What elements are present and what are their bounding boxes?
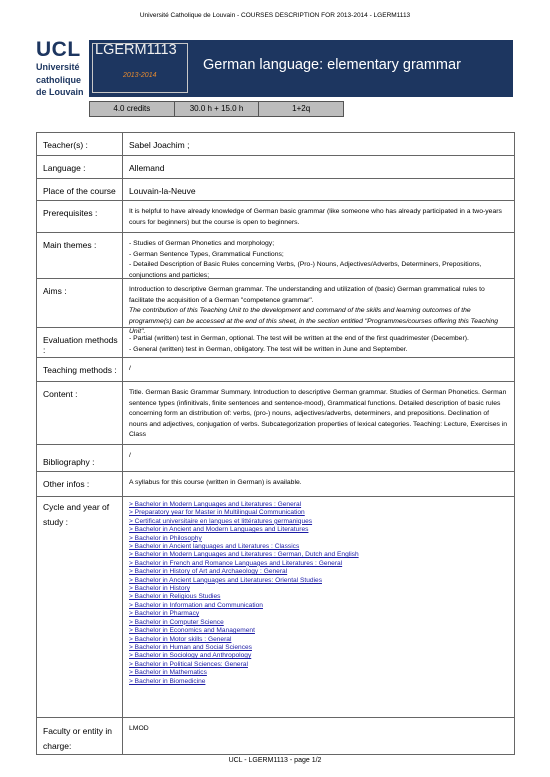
cycle-links xyxy=(123,497,514,717)
course-title: German language: elementary grammar xyxy=(203,57,461,73)
quadrimester-cell: 1+2q xyxy=(292,104,311,113)
main-theme-line: - German Sentence Types, Grammatical Functions; xyxy=(129,250,284,258)
credits-bar xyxy=(89,101,344,117)
logo-acronym: UCL xyxy=(36,38,81,61)
teacher-label: Teacher(s) : xyxy=(37,133,123,155)
row-teacher xyxy=(37,132,514,155)
programme-link[interactable]: > Certificat universitaire en langues et littératures germaniques xyxy=(129,517,313,525)
row-content xyxy=(37,381,514,444)
other-infos-label: Other infos : xyxy=(37,472,123,496)
cycle-label: Cycle and year of study : xyxy=(37,497,123,717)
place-value: Louvain-la-Neuve xyxy=(129,186,196,196)
row-aims xyxy=(37,278,514,335)
ucl-logo xyxy=(36,40,88,100)
course-banner xyxy=(89,40,513,97)
programme-link[interactable]: > Bachelor in History xyxy=(129,585,191,593)
programme-link[interactable]: > Bachelor in French and Romance Languages and Literatures : General xyxy=(129,559,343,567)
language-label: Language : xyxy=(37,156,123,178)
programme-link[interactable]: > Bachelor in Modern Languages and Literatures : General xyxy=(129,501,302,508)
main-theme-line: - Studies of German Phonetics and morphology; xyxy=(129,240,275,247)
logo-line-1: Université xyxy=(36,62,80,72)
teaching-methods-label: Teaching methods : xyxy=(37,358,123,381)
programme-link[interactable]: > Bachelor in Political Sciences: General xyxy=(129,660,248,668)
programme-link[interactable]: > Bachelor in Ancient Languages and Literatures: Oriental Studies xyxy=(129,576,322,584)
logo-line-3: de Louvain xyxy=(36,87,84,97)
row-bibliography xyxy=(37,444,514,471)
language-value: Allemand xyxy=(129,163,165,173)
programme-link[interactable]: > Preparatory year for Master in Multilingual Communication xyxy=(129,509,305,517)
evaluation-line: - General (written) test in German, obligatory. The test will be written in June and September. xyxy=(129,345,408,353)
place-label: Place of the course xyxy=(37,179,123,200)
teaching-methods-value: / xyxy=(129,365,131,372)
aims-value xyxy=(123,279,514,335)
programme-link[interactable]: > Bachelor in Ancient languages and Literatures : Classics xyxy=(129,543,300,551)
row-evaluation xyxy=(37,327,514,357)
programme-link[interactable]: > Bachelor in Human and Social Sciences xyxy=(129,643,252,651)
row-faculty xyxy=(37,717,514,754)
programme-link[interactable]: > Bachelor in Sociology and Anthropology xyxy=(129,652,252,660)
row-cycle xyxy=(37,496,514,717)
programme-link[interactable]: > Bachelor in Motor skills : General xyxy=(129,635,232,643)
programme-link[interactable]: > Bachelor in Modern Languages and Literatures : German, Dutch and English xyxy=(129,551,359,559)
main-theme-line: - Detailed Description of Basic Rules concerning Verbs, (Pro-) Nouns, Adjectives/Adverbs, Determiners, Prepositions, conjunctions and particles; xyxy=(129,261,482,279)
credits-cell: 4.0 credits xyxy=(90,102,175,116)
programme-link[interactable]: > Bachelor in Economics and Management xyxy=(129,627,255,635)
programme-link[interactable]: > Bachelor in Computer Science xyxy=(129,618,224,626)
aims-label: Aims : xyxy=(37,279,123,327)
row-main-themes xyxy=(37,232,514,278)
prerequisites-label: Prerequisites : xyxy=(37,201,123,232)
aims-text: Introduction to descriptive German grammar. The understanding and utilization of (basic) German grammatical rules to facilitate the acquisition of a German "competence grammar". xyxy=(129,286,485,304)
document-header: Université Catholique de Louvain - COURSES DESCRIPTION FOR 2013-2014 - LGERM1113 xyxy=(139,12,411,19)
row-teaching-methods xyxy=(37,357,514,381)
prerequisites-value: It is helpful to have already knowledge of German basic grammar (like someone who has already participated in a two-years cours for beginners) but the course is open to beginners. xyxy=(129,208,502,226)
row-place xyxy=(37,178,514,200)
programme-link[interactable]: > Bachelor in Philosophy xyxy=(129,534,202,542)
evaluation-line: - Partial (written) test in German, optional. The test will be written at the end of the first quadrimester (December). xyxy=(129,335,469,342)
evaluation-label: Evaluation methods : xyxy=(37,328,123,357)
faculty-label: Faculty or entity in charge: xyxy=(37,718,123,754)
bibliography-value: / xyxy=(129,452,131,459)
faculty-value: LMOD xyxy=(129,725,149,732)
course-info-table xyxy=(36,132,515,755)
bibliography-label: Bibliography : xyxy=(37,445,123,471)
programme-link[interactable]: > Bachelor in Mathematics xyxy=(129,669,207,677)
programme-link[interactable]: > Bachelor in History of Art and Archaeology : General xyxy=(129,568,288,576)
content-value: Title. German Basic Grammar Summary. Introduction to descriptive German grammar. Studies of German Phonetics. German sentence types (infinitivals, finite sentences and sentence-mood), Grammatical functions. Detailed description of basic rules concerning form an distribution of: verbs, (pro-) nouns, adjectives/adverbs, determiners, and prepositions. Declination of nouns and adjectives, conjugation of verbs. Subcategorization properties of lexical categories. Teaching: Lecture, Exercises in Class xyxy=(129,389,508,438)
programme-link[interactable]: > Bachelor in Pharmacy xyxy=(129,610,200,618)
aims-note: The contribution of this Teaching Unit to the development and command of the skills and learning outcomes of the programme(s) can be accessed at the end of this sheet, in the section entitled "Programmes/courses offering this Teaching Unit". xyxy=(129,307,499,335)
row-prerequisites xyxy=(37,200,514,232)
content-label: Content : xyxy=(37,382,123,444)
programme-link[interactable]: > Bachelor in Ancient and Modern Languages and Literatures xyxy=(129,526,309,534)
teacher-value: Sabel Joachim ; xyxy=(129,140,190,150)
logo-line-2: catholique xyxy=(36,74,82,85)
main-themes-label: Main themes : xyxy=(37,233,123,278)
hours-cell: 30.0 h + 15.0 h xyxy=(175,102,260,116)
course-year: 2013-2014 xyxy=(123,72,157,79)
main-themes-value xyxy=(123,233,514,278)
row-other-infos xyxy=(37,471,514,496)
programme-link[interactable]: > Bachelor in Information and Communication xyxy=(129,601,263,609)
programme-link[interactable]: > Bachelor in Religious Studies xyxy=(129,593,221,601)
row-language xyxy=(37,155,514,178)
other-infos-value: A syllabus for this course (written in German) is available. xyxy=(129,479,302,486)
programme-link[interactable]: > Bachelor in Biomedicine xyxy=(129,677,206,685)
course-code: LGERM1113 xyxy=(95,42,177,58)
page-footer: UCL - LGERM1113 - page 1/2 xyxy=(228,757,322,764)
evaluation-value xyxy=(123,328,514,357)
